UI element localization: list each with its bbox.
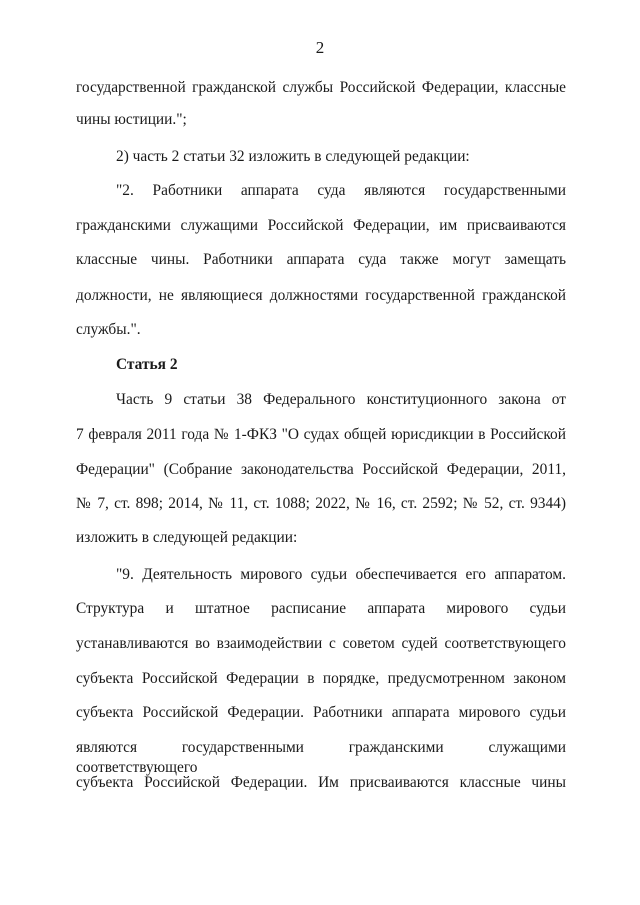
- text-line: субъекта Российской Федерации. Работники аппарата мирового судьи: [76, 704, 566, 721]
- text-line: устанавливаются во взаимодействии с советом судей соответствующего: [76, 635, 566, 652]
- text-line: "2. Работники аппарата суда являются государственными: [116, 182, 566, 199]
- text-line: Структура и штатное расписание аппарата мирового судьи: [76, 600, 566, 617]
- page-number: 2: [315, 38, 325, 57]
- text-line: Федерации" (Собрание законодательства Российской Федерации, 2011,: [76, 461, 566, 478]
- text-line: Часть 9 статьи 38 Федерального конституционного закона от: [116, 391, 566, 408]
- text-line: классные чины. Работники аппарата суда также могут замещать: [76, 251, 566, 268]
- text-line: чины юстиции.";: [76, 111, 187, 128]
- text-line: субъекта Российской Федерации в порядке, предусмотренном законом: [76, 670, 566, 687]
- text-line: субъекта Российской Федерации. Им присваиваются классные чины: [76, 774, 566, 791]
- text-line: 7 февраля 2011 года № 1-ФКЗ "О судах общей юрисдикции в Российской: [76, 426, 566, 443]
- text-line: являются государственными гражданскими служащими соответствующего: [76, 739, 566, 776]
- text-line: изложить в следующей редакции:: [76, 529, 298, 546]
- text-line: "9. Деятельность мирового судьи обеспечивается его аппаратом.: [116, 566, 566, 583]
- text-line: 2) часть 2 статьи 32 изложить в следующей редакции:: [116, 148, 470, 165]
- text-line: службы.".: [76, 321, 141, 338]
- text-line: гражданскими служащими Российской Федерации, им присваиваются: [76, 217, 566, 234]
- text-line: должности, не являющиеся должностями государственной гражданской: [76, 287, 566, 304]
- article-heading: Статья 2: [116, 356, 178, 373]
- text-line: государственной гражданской службы Российской Федерации, классные: [76, 79, 566, 96]
- text-line: № 7, ст. 898; 2014, № 11, ст. 1088; 2022, № 16, ст. 2592; № 52, ст. 9344): [76, 495, 566, 512]
